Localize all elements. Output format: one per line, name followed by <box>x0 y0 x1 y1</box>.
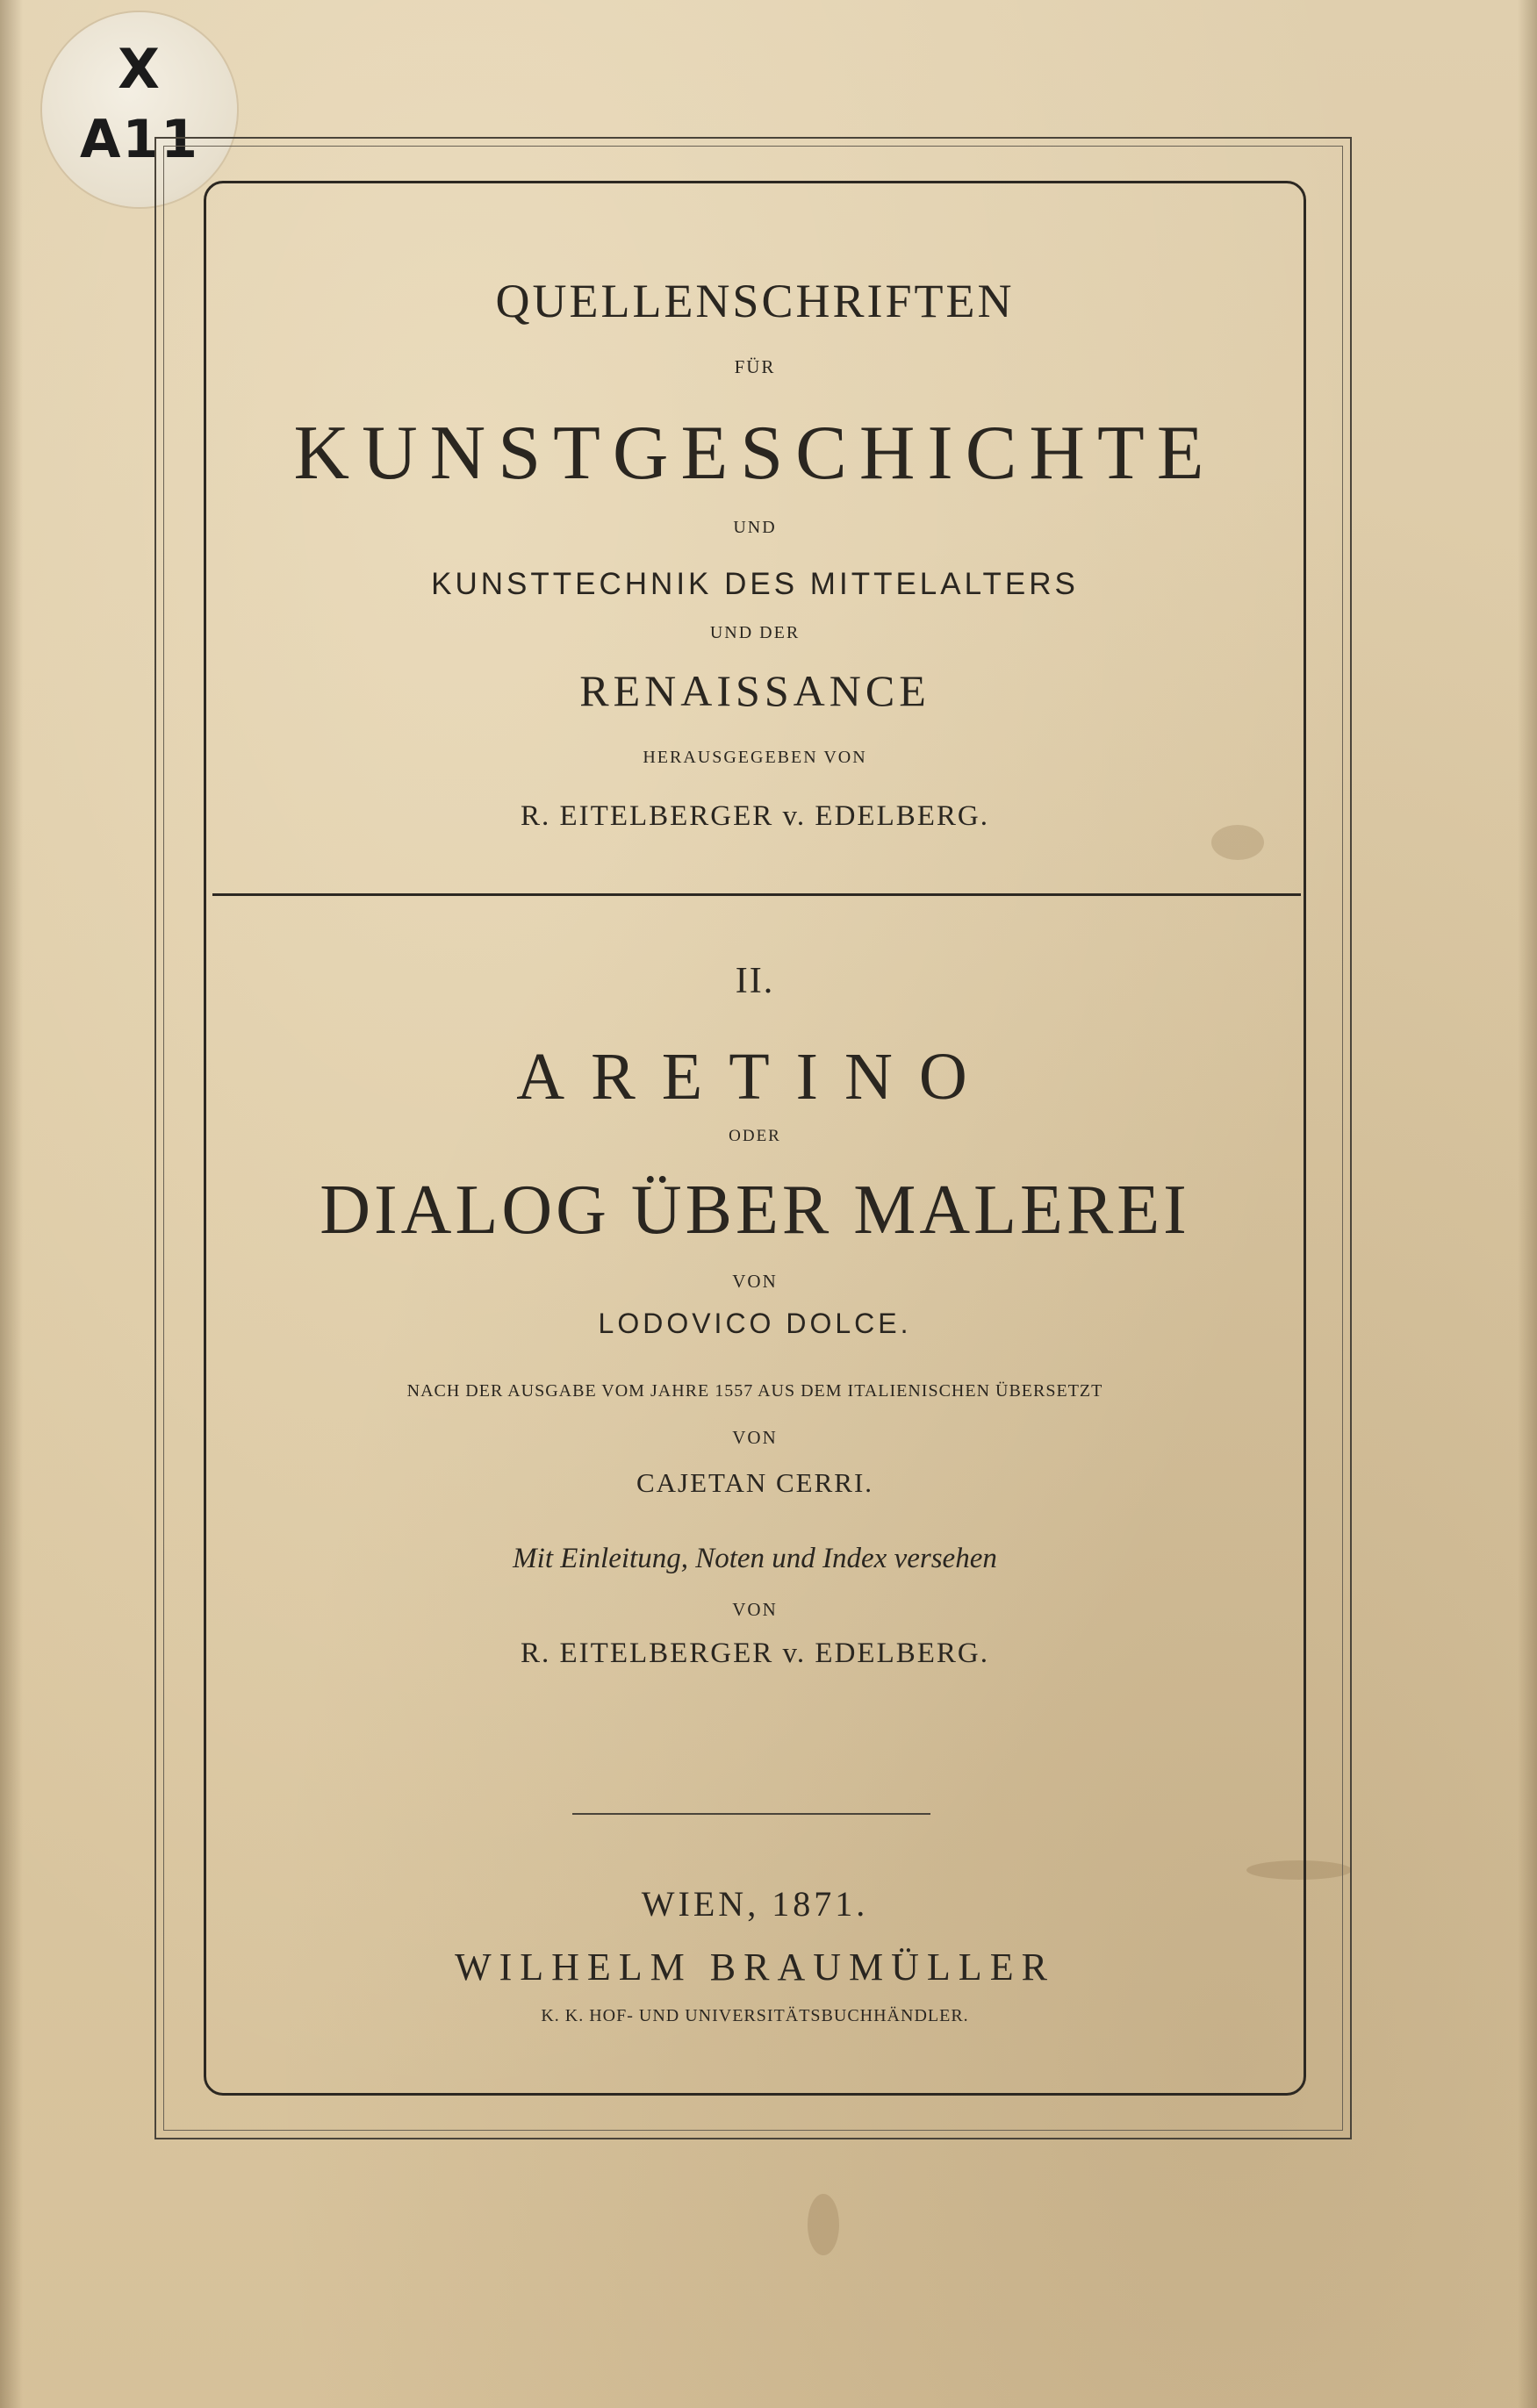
imprint-publisher: WILHELM BRAUMÜLLER <box>455 1946 1055 1989</box>
series-title-line-4: RENAISSANCE <box>579 666 930 715</box>
shelfmark-line-2: A11 <box>80 109 199 170</box>
series-title-line-3: KUNSTTECHNIK DES MITTELALTERS <box>431 567 1079 601</box>
volume-by-1: VON <box>732 1271 778 1292</box>
volume-number: II. <box>735 961 775 1001</box>
volume-annotator: R. EITELBERGER v. EDELBERG. <box>521 1638 989 1669</box>
volume-author: LODOVICO DOLCE. <box>598 1308 912 1339</box>
shelfmark-line-1: X <box>118 37 162 101</box>
paper-edge-left <box>0 0 23 2408</box>
series-connector-und: UND <box>733 518 777 537</box>
series-title-line-1: QUELLENSCHRIFTEN <box>495 275 1015 327</box>
volume-connector-oder: ODER <box>729 1127 781 1145</box>
volume-annotation-note: Mit Einleitung, Noten und Index versehen <box>513 1543 997 1574</box>
series-editor-intro: HERAUSGEGEBEN VON <box>643 748 867 767</box>
series-connector-fuer: FÜR <box>734 356 776 377</box>
volume-title: ARETINO <box>516 1040 994 1114</box>
volume-by-2: VON <box>732 1427 778 1448</box>
series-connector-und-der: UND DER <box>709 623 801 642</box>
paper-edge-right <box>1518 0 1537 2408</box>
volume-edition-note: NACH DER AUSGABE VOM JAHRE 1557 AUS DEM ITALIENISCHEN ÜBERSETZT <box>406 1381 1103 1401</box>
volume-subtitle: DIALOG ÜBER MALEREI <box>320 1172 1190 1249</box>
imprint-publisher-title: K. K. HOF- UND UNIVERSITÄTSBUCHHÄNDLER. <box>541 2006 969 2025</box>
section-divider <box>212 893 1301 896</box>
imprint-place-year: WIEN, 1871. <box>641 1884 869 1924</box>
series-editor: R. EITELBERGER v. EDELBERG. <box>521 800 989 832</box>
volume-translator: CAJETAN CERRI. <box>636 1467 874 1498</box>
foxing-spot <box>808 2194 839 2255</box>
series-title-line-2: KUNSTGESCHICHTE <box>293 411 1217 496</box>
imprint-rule <box>572 1813 930 1815</box>
volume-by-3: VON <box>732 1599 778 1620</box>
